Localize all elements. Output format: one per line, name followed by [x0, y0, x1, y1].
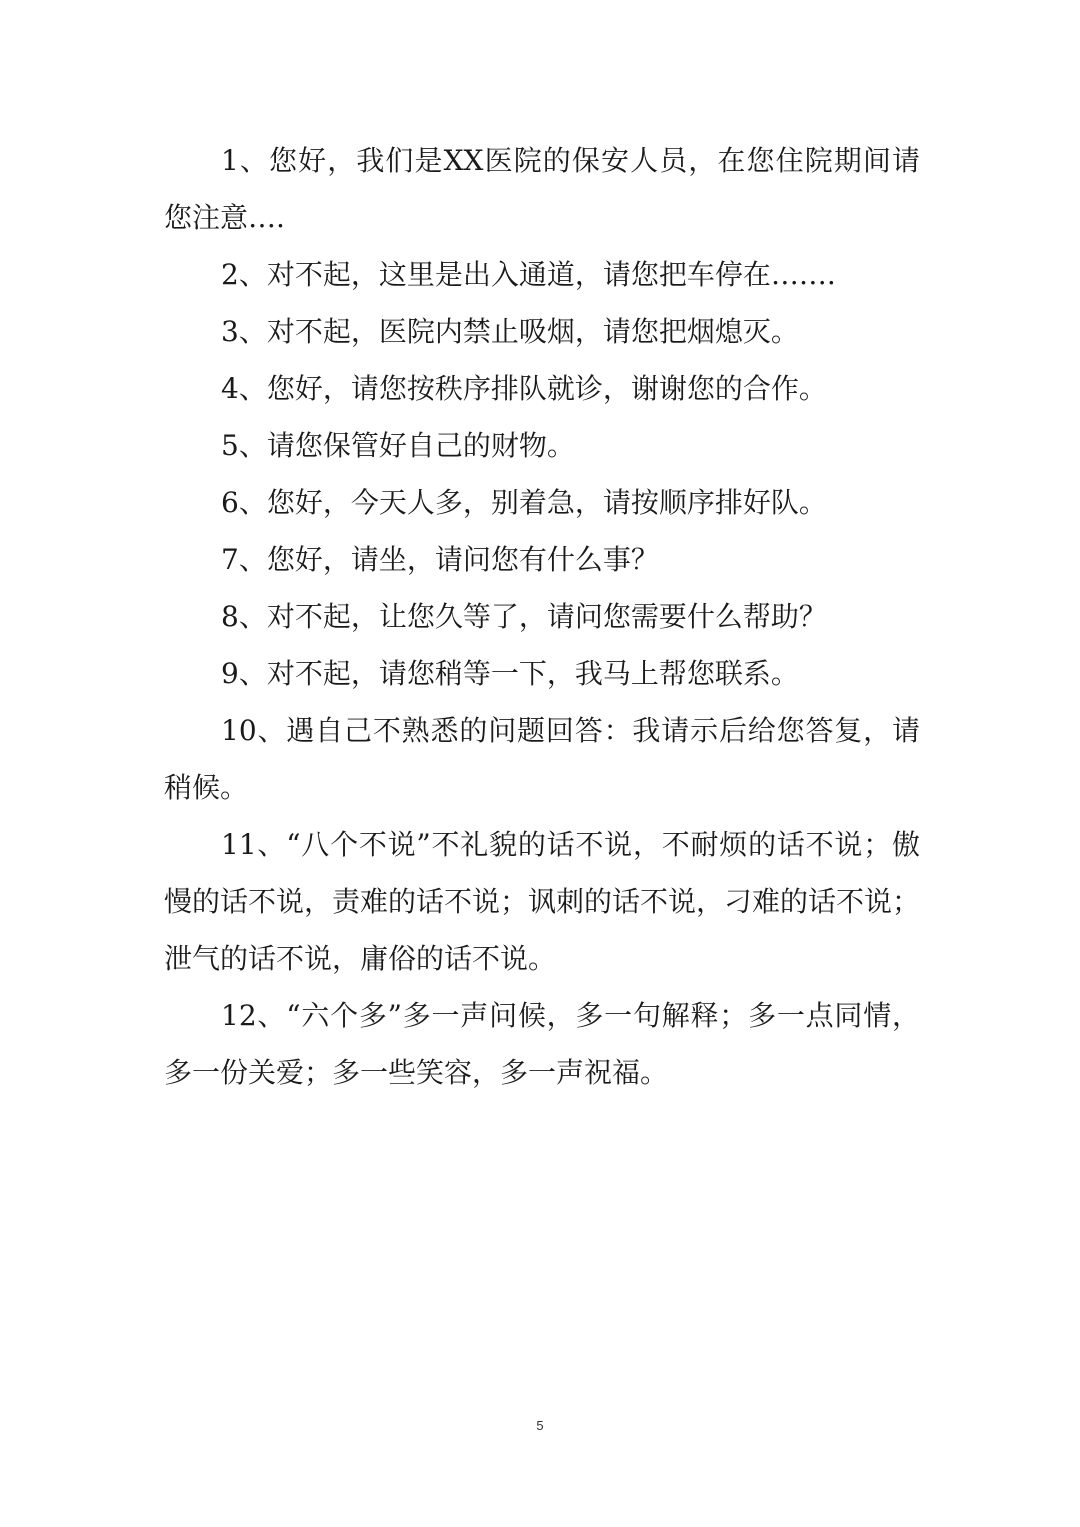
paragraph-5: 5、请您保管好自己的财物。 — [221, 429, 575, 462]
paragraph-12: 12、“六个多”多一声问候，多一句解释；多一点同情，多一份关爱；多一些笑容，多一声祝福。 — [164, 999, 920, 1089]
paragraph-1: 1、您好，我们是XX医院的保安人员，在您住院期间请您注意…. — [164, 144, 920, 234]
paragraph-9: 9、对不起，请您稍等一下，我马上帮您联系。 — [221, 657, 799, 690]
paragraph-8: 8、对不起，让您久等了，请问您需要什么帮助？ — [221, 600, 827, 633]
paragraph-7: 7、您好，请坐，请问您有什么事？ — [221, 543, 659, 576]
paragraph-6: 6、您好，今天人多，别着急，请按顺序排好队。 — [221, 486, 827, 519]
paragraph-10: 10、遇自己不熟悉的问题回答：我请示后给您答复，请稍候。 — [164, 714, 920, 804]
document-body — [164, 132, 920, 1101]
paragraph-2: 2、对不起，这里是出入通道，请您把车停在……. — [221, 258, 836, 291]
paragraph-4: 4、您好，请您按秩序排队就诊，谢谢您的合作。 — [221, 372, 827, 405]
paragraph-3: 3、对不起，医院内禁止吸烟，请您把烟熄灭。 — [221, 315, 799, 348]
paragraph-11: 11、“八个不说”不礼貌的话不说，不耐烦的话不说；傲慢的话不说，责难的话不说；讽刺的话不说，刁难的话不说；泄气的话不说，庸俗的话不说。 — [164, 828, 921, 975]
page-number: 5 — [536, 1418, 544, 1433]
